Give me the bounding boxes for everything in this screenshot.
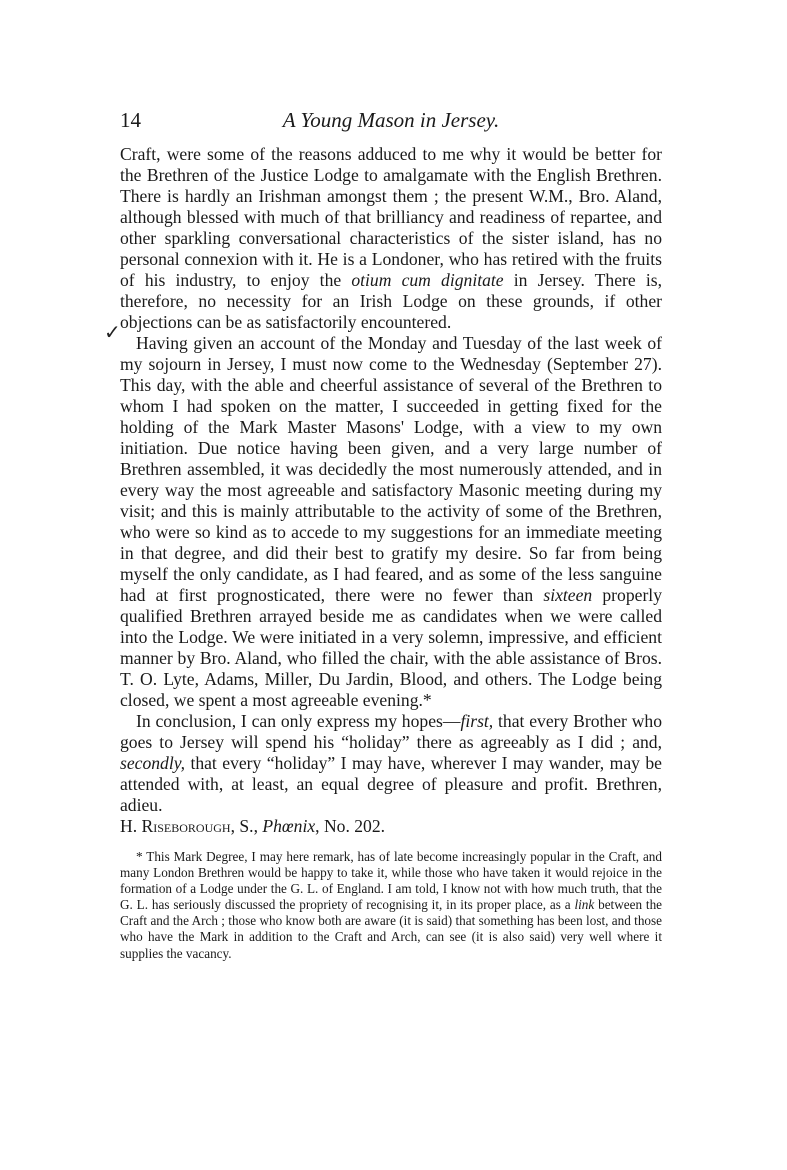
paragraph-2 xyxy=(120,333,662,711)
paragraph-2-text: Having given an account of the Monday and Tuesday of the last week of my sojourn in Jersey, I must now come to the Wednesday (September 27). This day, with the able and cheerful assistance of several of the Brethren to whom I had spoken on the matter, I succeeded in getting fixed for the holding of the Mark Master Masons' Lodge, with a view to my own initiation. Due notice having been given, and a very large number of Brethren assembled, it was decidedly the most numerously attended, and in every way the most agreeable and satisfactory Masonic meeting during my visit; and this is mainly attributable to the activity of some of the Brethren, who were so kind as to accede to my suggestions for an immediate meeting in that degree, and did their best to gratify my desire. So far from being myself the only candidate, as I had feared, and as some of the less sanguine had at first prognosticated, there were no fewer than xyxy=(120,333,662,605)
body-text xyxy=(120,144,662,837)
paragraph-3-text: In conclusion, I can only express my hopes— xyxy=(136,711,461,731)
margin-checkmark-icon: ✓ xyxy=(104,320,121,344)
signature-lodge: Phœnix xyxy=(262,816,316,836)
paragraph-3-emphasis-secondly: secondly, xyxy=(120,753,185,773)
signature-rank: , S., xyxy=(230,816,263,836)
paragraph-3-text-end: that every “holiday” I may have, wherever I may wander, may be attended with, at least, an equal degree of pleasure and profit. Brethren, adieu. xyxy=(120,753,662,815)
signature-lodge-number: , No. 202. xyxy=(315,816,386,836)
page xyxy=(120,108,662,962)
signature xyxy=(120,816,662,837)
footnote xyxy=(120,849,662,962)
paragraph-1-text: Craft, were some of the reasons adduced to me why it would be better for the Brethren of the Justice Lodge to amalgamate with the English Brethren. There is hardly an Irishman amongst them ; the present W.M., Bro. Aland, although blessed with much of that brilliancy and readiness of repartee, and other sparkling conversational characteristics of the sister island, has no personal connexion with it. He is a Londoner, who has retired with the fruits of his industry, to enjoy the xyxy=(120,144,662,290)
paragraph-1 xyxy=(120,144,662,333)
footnote-text-end: between the Craft and the Arch ; those who know both are aware (it is said) that something has been lost, and those who have the Mark in addition to the Craft and Arch, can see (it is also said) very well where it supplies the vacancy. xyxy=(120,897,663,961)
paragraph-1-text-end: in Jersey. There is, therefore, no necessity for an Irish Lodge on these grounds, if other objections can be as satisfactorily encountered. xyxy=(120,270,662,332)
running-title: A Young Mason in Jersey. xyxy=(282,108,500,132)
paragraph-1-latin-phrase: otium cum dignitate xyxy=(351,270,504,290)
page-number: 14 xyxy=(120,108,141,132)
signature-name: Riseborough xyxy=(141,816,231,836)
paragraph-2-emphasis: sixteen xyxy=(543,585,593,605)
paragraph-3-text-mid: that every Brother who goes to Jersey will spend his “holiday” there as agreeably as I did ; and, xyxy=(120,711,662,752)
footnote-text: * This Mark Degree, I may here remark, has of late become increasingly popular in the Craft, and many London Brethren would be happy to take it, while those who have taken it would rejoice in the formation of a Lodge under the G. L. of England. I am told, I know not with how much truth, that the G. L. has seriously discussed the propriety of recognising it, in its proper place, as a xyxy=(120,849,662,913)
paragraph-3 xyxy=(120,711,662,816)
page-header xyxy=(120,108,662,144)
paragraph-3-emphasis-first: first, xyxy=(460,711,494,731)
signature-initial: H. xyxy=(120,816,138,836)
paragraph-2-text-end: properly qualified Brethren arrayed beside me as candidates when we were called into the Lodge. We were initiated in a very solemn, impressive, and efficient manner by Bro. Aland, who filled the chair, with the able assistance of Bros. T. O. Lyte, Adams, Miller, Du Jardin, Blood, and others. The Lodge being closed, we spent a most agreeable evening.* xyxy=(120,585,662,710)
footnote-emphasis: link xyxy=(574,897,595,913)
